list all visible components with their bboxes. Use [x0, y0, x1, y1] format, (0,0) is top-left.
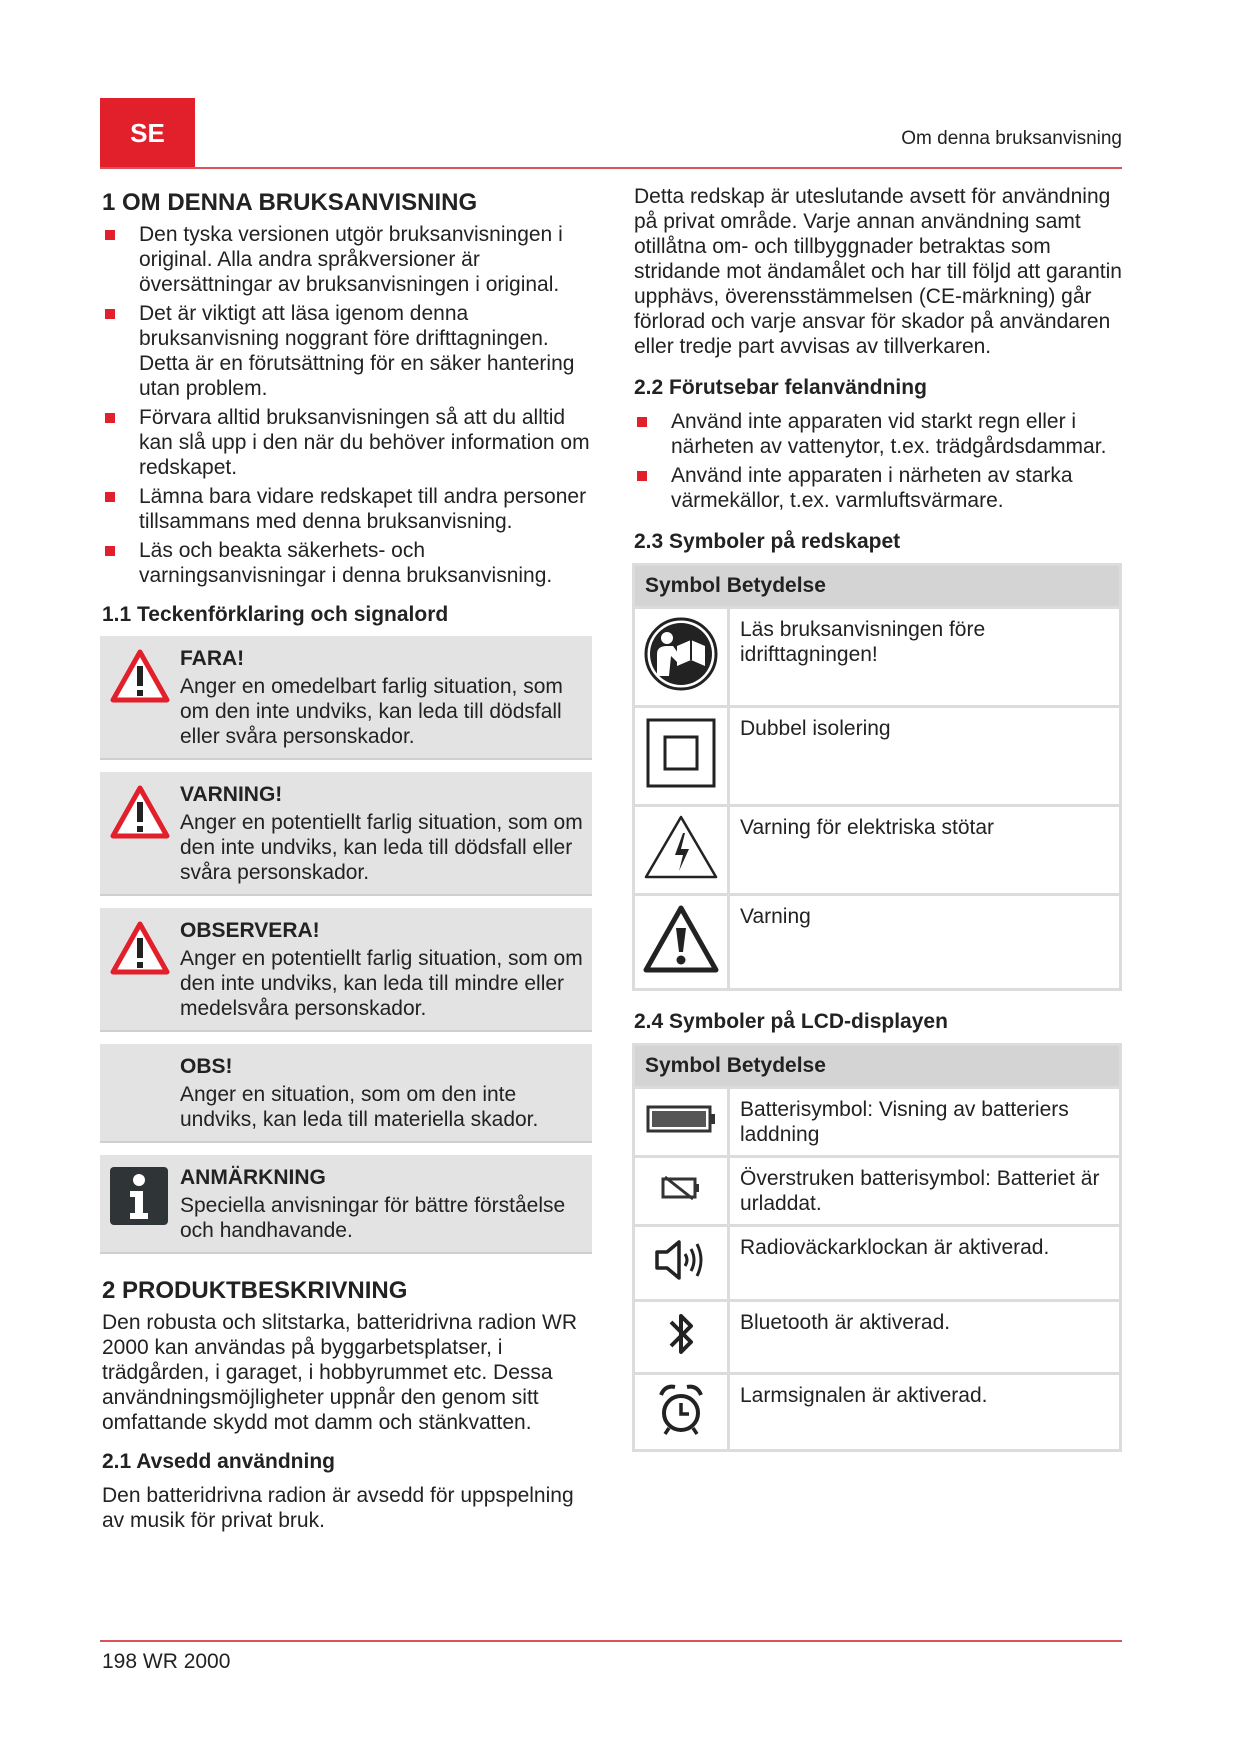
- warning-triangle-icon: [110, 784, 170, 845]
- symbol-meaning: Batterisymbol: Visning av batteriers laddning: [729, 1088, 1121, 1157]
- bullet-item: Använd inte apparaten i närheten av starka värmekällor, t.ex. varmluftsvärmare.: [632, 463, 1122, 513]
- notice-obs: [100, 1044, 592, 1143]
- double-insulation-icon: [645, 771, 717, 794]
- footer-page-number: 198 WR 2000: [102, 1650, 231, 1673]
- table-row: [634, 1157, 1121, 1226]
- symbol-meaning: Bluetooth är aktiverad.: [729, 1301, 1121, 1374]
- bullet-item: Det är viktigt att läsa igenom denna bruksanvisning noggrant före drifttagningen. Detta är en förutsättning för en säker hantering utan problem.: [100, 301, 592, 401]
- bullet-item: Den tyska versionen utgör bruksanvisningen i original. Alla andra språkversioner är översättningar av bruksanvisningen i original.: [100, 222, 592, 297]
- bullet-item: Läs och beakta säkerhets- och varningsanvisningar i denna bruksanvisning.: [100, 538, 592, 588]
- section-2-1-continued: Detta redskap är uteslutande avsett för användning på privat område. Varje annan användning samt otillåtna om- och tillbyggnader betraktas som stridande mot ändamålet och har till följd att garantin upphävs, överensstämmelsen (CE-märkning) går förlorad och varje ansvar för skador på användaren eller tredje part avvisas av tillverkaren.: [634, 185, 1122, 358]
- section-1-title: 1 OM DENNA BRUKSANVISNING: [102, 189, 478, 216]
- section-2-2-bullets: [632, 409, 1122, 513]
- notice-title: OBSERVERA!: [180, 919, 320, 942]
- symbol-meaning: Dubbel isolering: [729, 707, 1121, 806]
- battery-empty-icon: [659, 1185, 703, 1208]
- warning-triangle-icon: [110, 648, 170, 709]
- section-2-text: Den robusta och slitstarka, batteridrivna radion WR 2000 kan användas på byggarbetsplatser, i trädgården, i garaget, i hobbyrummet etc. Dessa användningsmöjligheter uppnår den genom sitt omfattande skydd mot damm och stänkvatten.: [102, 1311, 578, 1434]
- left-column: [100, 184, 592, 1533]
- notice-title: OBS!: [180, 1055, 233, 1078]
- table-row: [634, 1226, 1121, 1301]
- section-2-3-title: 2.3 Symboler på redskapet: [634, 530, 901, 553]
- warning-icon: [643, 956, 719, 979]
- notice-remark: [100, 1155, 592, 1254]
- table-row: [634, 707, 1121, 806]
- bluetooth-icon: [665, 1342, 697, 1365]
- symbol-meaning: Larmsignalen är aktiverad.: [729, 1374, 1121, 1451]
- notice-text: Anger en potentiellt farlig situation, som om den inte undviks, kan leda till mindre eller medelsvåra personskador.: [180, 947, 583, 1020]
- section-2-1-text: Den batteridrivna radion är avsedd för uppspelning av musik för privat bruk.: [102, 1484, 574, 1532]
- bullet-marker: [637, 471, 647, 481]
- table-row: [634, 895, 1121, 990]
- section-2-title: 2 PRODUKTBESKRIVNING: [102, 1277, 408, 1304]
- lcd-symbols-table: [632, 1043, 1122, 1452]
- symbol-meaning: Varning för elektriska stötar: [729, 806, 1121, 895]
- table-header-row: [634, 565, 1121, 608]
- bullet-item: Förvara alltid bruksanvisningen så att du alltid kan slå upp i den när du behöver information om redskapet.: [100, 405, 592, 480]
- table-row: [634, 806, 1121, 895]
- notice-text: Anger en situation, som om den inte undviks, kan leda till materiella skador.: [180, 1083, 539, 1131]
- notice-title: ANMÄRKNING: [180, 1166, 326, 1189]
- bullet-marker: [105, 230, 115, 240]
- bullet-item: Lämna bara vidare redskapet till andra personer tillsammans med denna bruksanvisning.: [100, 484, 592, 534]
- table-row: [634, 608, 1121, 707]
- bullet-item: Använd inte apparaten vid starkt regn eller i närheten av vattenytor, t.ex. trädgårdsdammar.: [632, 409, 1122, 459]
- bullet-marker: [105, 413, 115, 423]
- bullet-marker: [105, 546, 115, 556]
- notice-title: FARA!: [180, 647, 245, 670]
- section-2-1-title: 2.1 Avsedd användning: [102, 1450, 335, 1473]
- table-header: Symbol Betydelse: [634, 565, 1121, 608]
- symbol-meaning: Överstruken batterisymbol: Batteriet är urladdat.: [729, 1157, 1121, 1226]
- symbol-meaning: Läs bruksanvisningen före idrifttagningen!: [729, 608, 1121, 707]
- electric-shock-warning-icon: [643, 863, 719, 886]
- notice-warning: [100, 772, 592, 896]
- header-divider: [100, 167, 1122, 169]
- table-header: Symbol Betydelse: [634, 1045, 1121, 1088]
- notice-text: Anger en omedelbart farlig situation, som om den inte undviks, kan leda till dödsfall eller svåra personskador.: [180, 675, 563, 748]
- symbol-meaning: Radioväckarklockan är aktiverad.: [729, 1226, 1121, 1301]
- notice-text: Anger en potentiellt farlig situation, som om den inte undviks, kan leda till dödsfall eller svåra personskador.: [180, 811, 583, 884]
- device-symbols-table: [632, 563, 1122, 991]
- warning-triangle-icon: [110, 920, 170, 981]
- language-tab: SE: [100, 98, 195, 168]
- bullet-marker: [105, 309, 115, 319]
- notice-caution: [100, 908, 592, 1032]
- symbol-meaning: Varning: [729, 895, 1121, 990]
- footer-divider: [100, 1640, 1122, 1642]
- notice-title: VARNING!: [180, 783, 283, 806]
- header-title: Om denna bruksanvisning: [901, 128, 1122, 149]
- section-1-1-title: 1.1 Teckenförklaring och signalord: [102, 603, 449, 626]
- table-header-row: [634, 1045, 1121, 1088]
- bullet-marker: [637, 417, 647, 427]
- right-column: [632, 184, 1122, 1470]
- notice-danger: [100, 636, 592, 760]
- table-row: [634, 1301, 1121, 1374]
- read-manual-icon: [643, 674, 719, 697]
- table-row: [634, 1088, 1121, 1157]
- section-1-bullets: [100, 222, 592, 588]
- info-icon: [110, 1167, 168, 1230]
- table-row: [634, 1374, 1121, 1451]
- alarm-clock-icon: [657, 1419, 705, 1442]
- bullet-marker: [105, 492, 115, 502]
- battery-icon: [646, 1116, 716, 1139]
- notice-text: Speciella anvisningar för bättre förståelse och handhavande.: [180, 1194, 566, 1242]
- section-2-4-title: 2.4 Symboler på LCD-displayen: [634, 1010, 948, 1033]
- section-2-2-title: 2.2 Förutsebar felanvändning: [634, 376, 927, 399]
- speaker-icon: [653, 1264, 709, 1287]
